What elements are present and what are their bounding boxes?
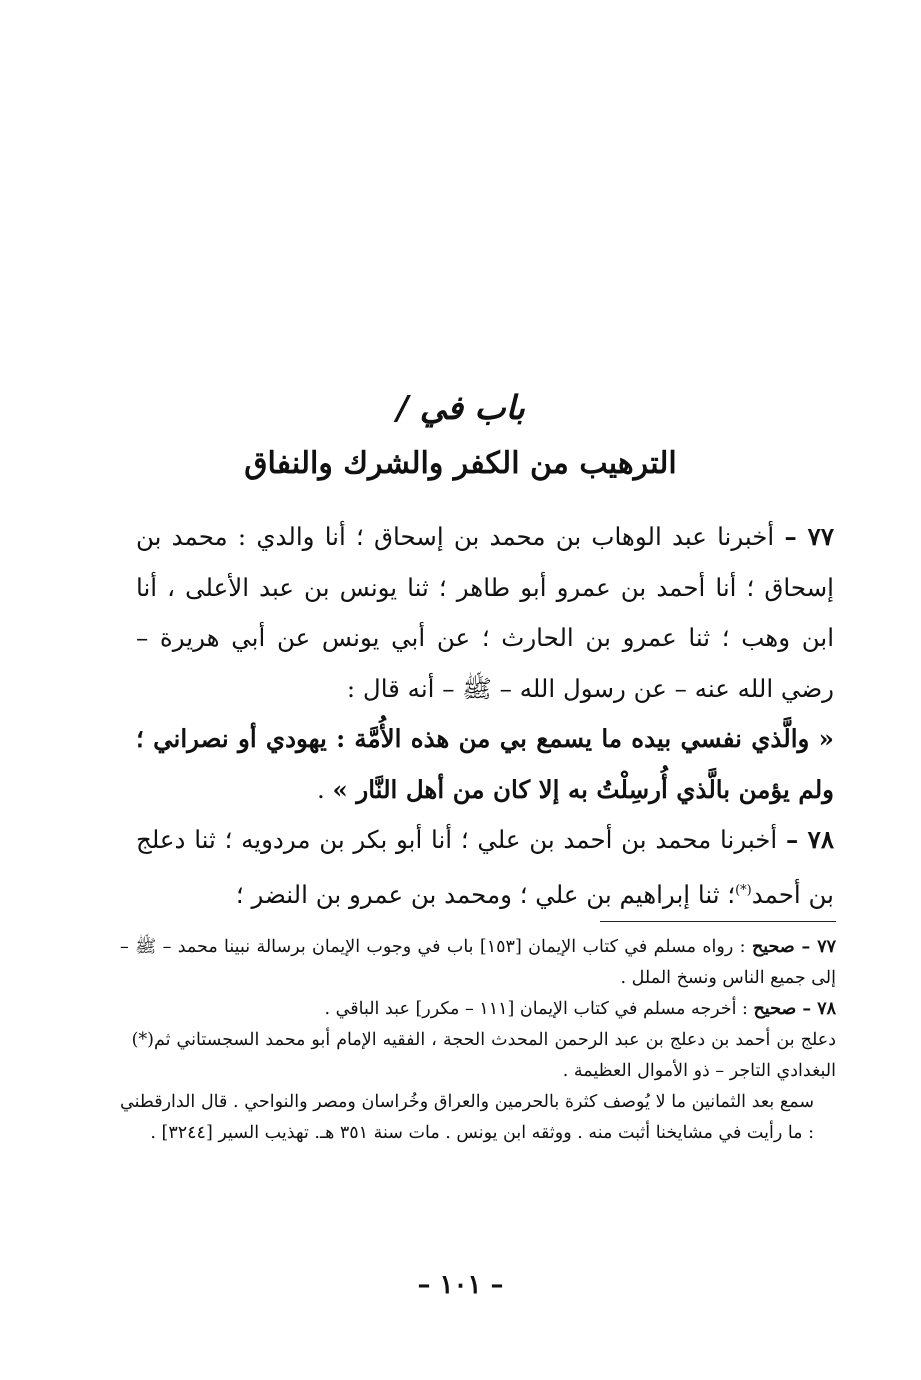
hadith-quote: « والَّذي نفسي بيده ما يسمع بي من هذه الأُمَّة : يهودي أو نصراني ؛ ولم يؤمن بالَّذي أُرسِلْتُ به إلا كان من أهل النَّار » [136, 724, 834, 804]
entry-77 [136, 512, 834, 714]
footnote-78 [120, 994, 836, 1025]
entry-isnad: أخبرنا عبد الوهاب بن محمد بن إسحاق ؛ أنا والدي : محمد بن إسحاق ؛ أنا أحمد بن عمرو أبو طاهر ؛ ثنا يونس بن عبد الأعلى ، أنا ابن وهب ؛ ثنا عمرو بن الحارث ؛ عن أبي يونس عن أبي هريرة – رضي الله عنه – عن رسول الله – ﷺ – أنه قال : [136, 522, 834, 703]
footnote-77 [120, 932, 836, 994]
entry-text: أخبرنا محمد بن أحمد بن علي ؛ أنا أبو بكر بن مردويه ؛ ثنا دعلج بن أحمد [136, 825, 834, 909]
entry-text-after: ؛ ثنا إبراهيم بن علي ؛ ومحمد بن عمرو بن النضر ؛ [235, 879, 736, 909]
hadith-end: . [316, 774, 333, 804]
biography-line-1: دعلج بن أحمد بن دعلج بن عبد الرحمن المحدث الحجة ، الفقيه الإمام أبو محمد السجستاني ثم البغدادي التاجر – ذو الأموال العظيمة . [154, 1030, 836, 1081]
footnote-separator [600, 921, 836, 922]
biography-note [120, 1025, 836, 1087]
footnote-marker: (*) [735, 882, 752, 898]
footnote-text: : رواه مسلم في كتاب الإيمان [١٥٣] باب في وجوب الإيمان برسالة نبينا محمد – ﷺ – إلى جميع الناس ونسخ الملل . [120, 937, 836, 988]
entry-number: ٧٧ – [784, 522, 834, 551]
chapter-title: الترهيب من الكفر والشرك والنفاق [244, 446, 677, 481]
biography-marker: (*) [131, 1030, 154, 1050]
footnotes [120, 932, 836, 1149]
main-text [136, 512, 834, 920]
footnote-grade: ٧٨ – صحيح [753, 999, 836, 1019]
hadith-text [136, 714, 834, 815]
footnote-text: : أخرجه مسلم في كتاب الإيمان [١١١ – مكرر] عبد الباقي . [324, 999, 754, 1019]
page-number: – ١٠١ – [417, 1270, 504, 1300]
entry-78 [136, 815, 834, 920]
entry-number: ٧٨ – [785, 825, 834, 854]
footnote-grade: ٧٧ – صحيح [751, 937, 837, 957]
biography-line-2: سمع بعد الثمانين ما لا يُوصف كثرة بالحرمين والعراق وخُراسان ومصر والنواحي . قال الدارقطني : ما رأيت في مشايخنا أثبت منه . ووثقه ابن يونس . مات سنة ٣٥١ هـ. تهذيب السير [٣٢٤٤] . [120, 1092, 814, 1143]
chapter-label: باب في / [396, 388, 525, 427]
